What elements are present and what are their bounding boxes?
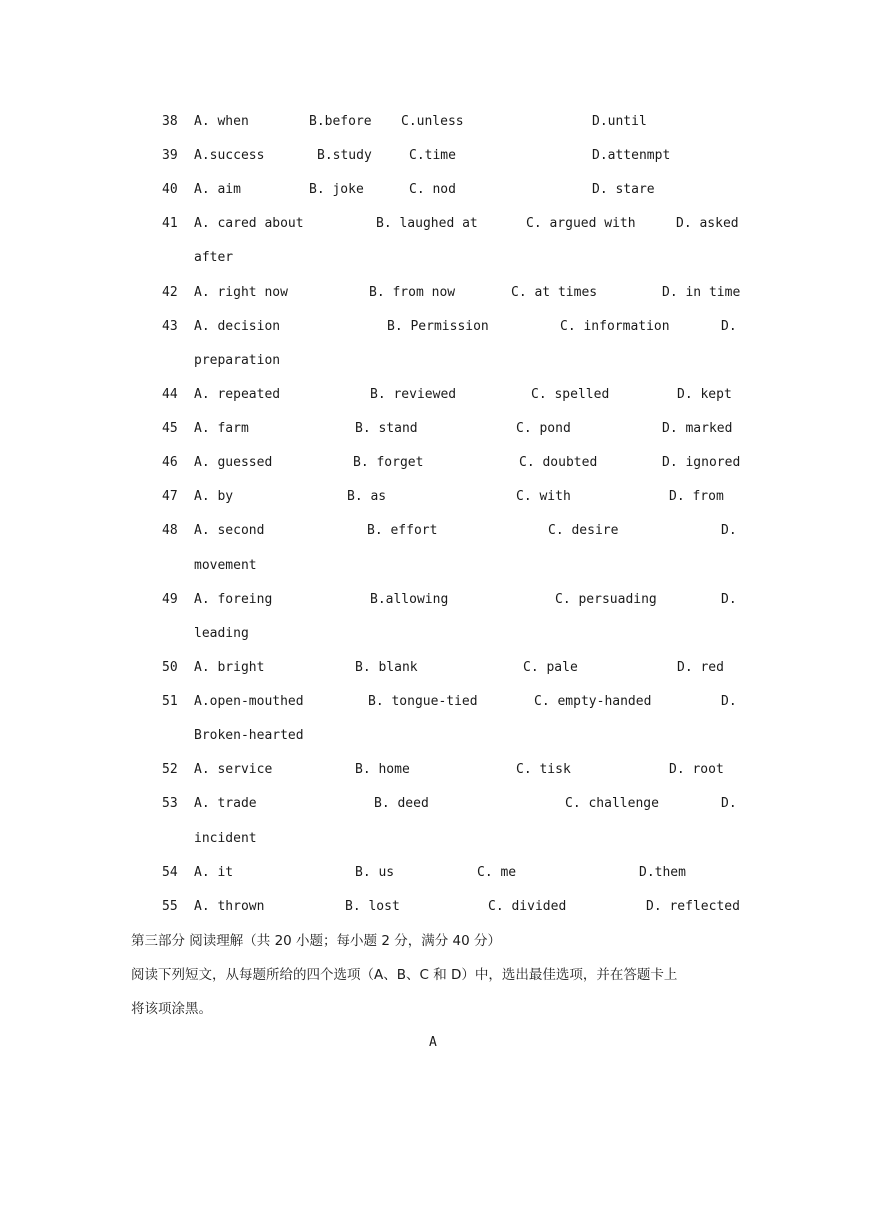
option-a: A. by [194,489,234,504]
option-d: D.until [592,114,647,129]
option-d: D. red [677,660,724,675]
option-c: C. nod [409,182,456,197]
option-d: D. [721,592,737,607]
option-b: B. us [355,865,395,880]
question-number: 38 [162,114,178,129]
option-b: B.study [317,148,372,163]
question-number: 54 [162,865,178,880]
question-number: 39 [162,148,178,163]
option-d-continuation: after [194,250,234,265]
option-c: C. empty-handed [534,694,652,709]
option-d: D. [721,694,737,709]
section-title: 第三部分 阅读理解（共 20 小题；每小题 2 分，满分 40 分） [131,933,501,949]
option-d: D. [721,796,737,811]
option-a: A. foreing [194,592,273,607]
question-number: 41 [162,216,178,231]
question-number: 42 [162,285,178,300]
option-b: B. effort [367,523,438,538]
option-d: D. in time [662,285,741,300]
option-a: A. decision [194,319,281,334]
option-a: A. guessed [194,455,273,470]
passage-letter: A [429,1035,437,1050]
option-b: B. tongue-tied [368,694,478,709]
option-c: C. at times [511,285,598,300]
option-b: B. home [355,762,410,777]
instruction-line-2: 将该项涂黑。 [131,1001,212,1017]
option-c: C. doubted [519,455,598,470]
option-d: D. root [669,762,724,777]
option-c: C. spelled [531,387,610,402]
question-number: 45 [162,421,178,436]
option-d: D. kept [677,387,732,402]
option-d: D. stare [592,182,655,197]
option-b: B. reviewed [370,387,457,402]
option-b: B. joke [309,182,364,197]
option-b: B. stand [355,421,418,436]
option-c: C. me [477,865,517,880]
option-d: D. marked [662,421,733,436]
option-a: A. thrown [194,899,265,914]
question-number: 47 [162,489,178,504]
option-b: B. laughed at [376,216,478,231]
option-a: A. trade [194,796,257,811]
option-a: A. right now [194,285,288,300]
option-c: C.unless [401,114,464,129]
option-d: D. [721,319,737,334]
question-number: 49 [162,592,178,607]
option-c: C. argued with [526,216,636,231]
option-c: C. divided [488,899,567,914]
option-c: C. persuading [555,592,657,607]
instruction-line-1: 阅读下列短文，从每题所给的四个选项（A、B、C 和 D）中，选出最佳选项，并在答题卡上 [131,967,678,983]
option-b: B. forget [353,455,424,470]
option-a: A. cared about [194,216,304,231]
option-d-continuation: preparation [194,353,281,368]
option-a: A.success [194,148,265,163]
question-number: 46 [162,455,178,470]
question-number: 48 [162,523,178,538]
option-c: C. information [560,319,670,334]
option-c: C. pale [523,660,578,675]
question-number: 40 [162,182,178,197]
option-d: D.them [639,865,686,880]
option-a: A. it [194,865,234,880]
option-a: A. farm [194,421,249,436]
option-b: B. Permission [387,319,489,334]
question-number: 53 [162,796,178,811]
option-b: B. deed [374,796,429,811]
option-c: C. challenge [565,796,659,811]
option-b: B. lost [345,899,400,914]
option-b: B.before [309,114,372,129]
question-number: 44 [162,387,178,402]
option-a: A. aim [194,182,241,197]
question-number: 55 [162,899,178,914]
option-d: D. asked [676,216,739,231]
option-d: D.attenmpt [592,148,671,163]
option-a: A. service [194,762,273,777]
option-d: D. from [669,489,724,504]
option-a: A. when [194,114,249,129]
option-c: C. desire [548,523,619,538]
option-d-continuation: movement [194,558,257,573]
option-c: C. pond [516,421,571,436]
option-c: C. with [516,489,571,504]
question-number: 51 [162,694,178,709]
question-number: 52 [162,762,178,777]
option-d: D. [721,523,737,538]
option-a: A. second [194,523,265,538]
option-b: B.allowing [370,592,449,607]
option-c: C. tisk [516,762,571,777]
option-a: A.open-mouthed [194,694,304,709]
option-d-continuation: incident [194,831,257,846]
option-d: D. reflected [646,899,740,914]
option-b: B. as [347,489,387,504]
option-a: A. repeated [194,387,281,402]
option-d-continuation: Broken-hearted [194,728,304,743]
option-a: A. bright [194,660,265,675]
option-d-continuation: leading [194,626,249,641]
option-b: B. from now [369,285,456,300]
option-c: C.time [409,148,456,163]
option-d: D. ignored [662,455,741,470]
question-number: 50 [162,660,178,675]
option-b: B. blank [355,660,418,675]
question-number: 43 [162,319,178,334]
